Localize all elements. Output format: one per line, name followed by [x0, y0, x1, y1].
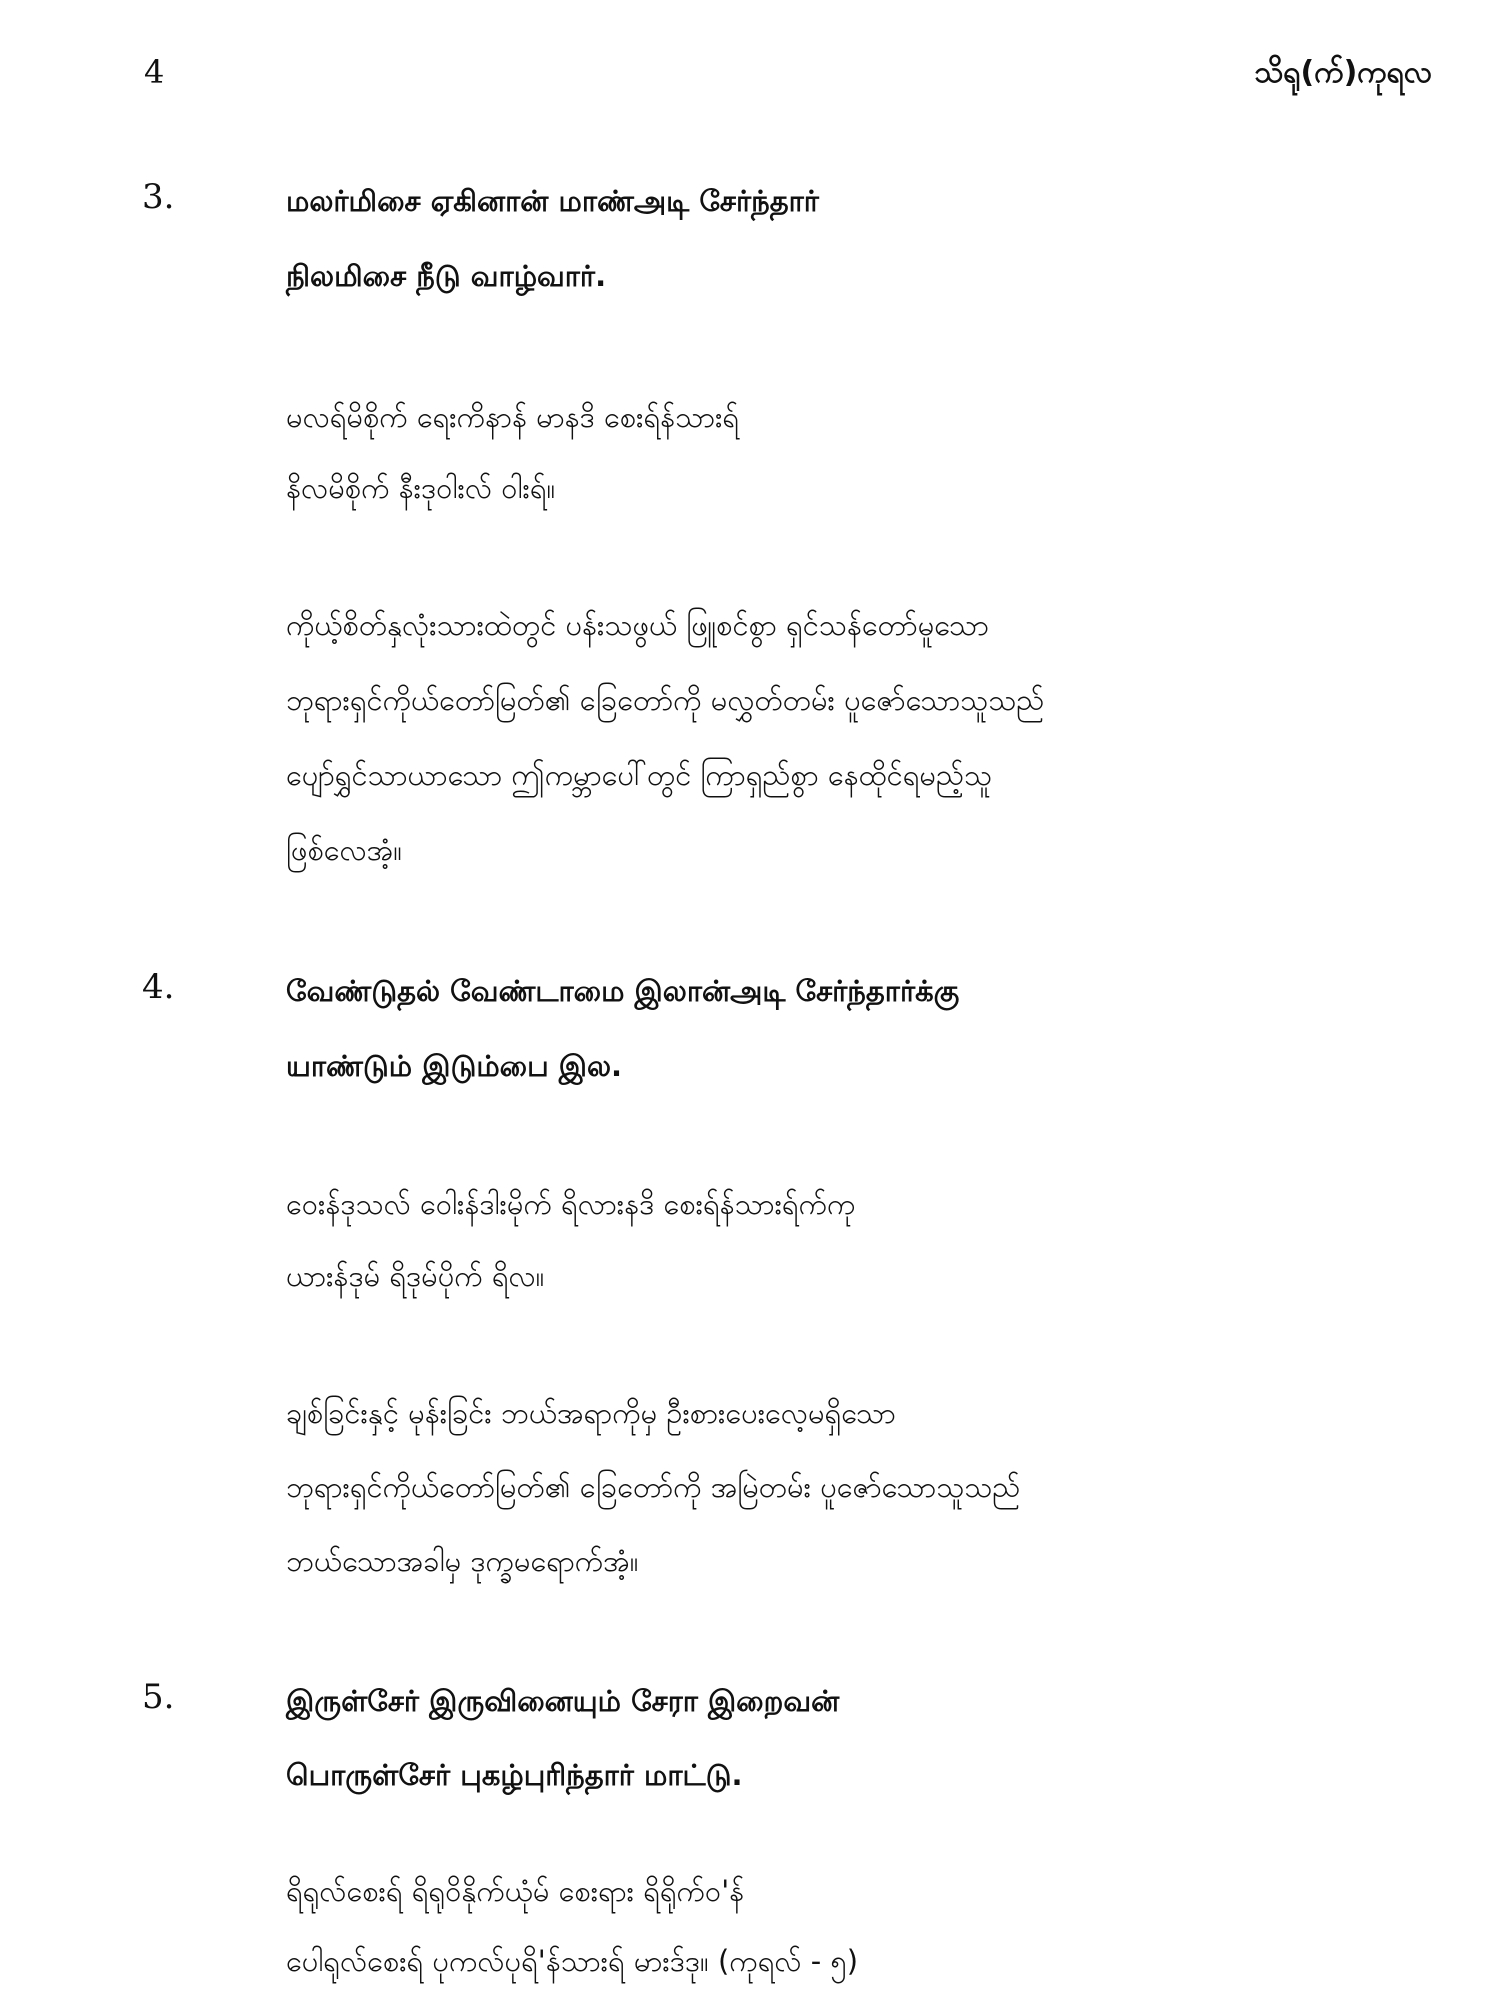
transliteration-line: နိလမိစိုက် နီးဒုဝါးလ် ဝါးရ်။ — [286, 471, 556, 505]
verse-number: 3. — [142, 177, 175, 217]
tamil-verse-line: யாண்டும் இடும்பை இல. — [286, 1049, 623, 1083]
page-header-title: သိရု(က်)ကုရလ — [1254, 55, 1432, 90]
translation-line: ပျော်ရွှင်သာယာသော ဤကမ္ဘာပေါ်တွင် ကြာရှည်စွာ နေထိုင်ရမည့်သူ — [286, 758, 993, 792]
translation-line: ချစ်ခြင်းနှင့် မုန်းခြင်း ဘယ်အရာကိုမှ ဦးစားပေးလေ့မရှိသော — [286, 1396, 896, 1430]
tamil-verse-line: வேண்டுதல் வேண்டாமை இலான்அடி சேர்ந்தார்க்கு — [286, 974, 960, 1008]
translation-line: ကိုယ့်စိတ်နှလုံးသားထဲတွင် ပန်းသဖွယ် ဖြူစင်စွာ ရှင်သန်တော်မူသော — [286, 608, 989, 642]
tamil-verse-line: பொருள்சேர் புகழ்புரிந்தார் மாட்டு. — [286, 1758, 743, 1792]
translation-line: ဘယ်သောအခါမှ ဒုက္ခမရောက်အံ့။ — [286, 1544, 639, 1578]
tamil-verse-line: நிலமிசை நீடு வாழ்வார். — [286, 259, 607, 293]
verse-number: 5. — [142, 1677, 175, 1717]
verse-number: 4. — [142, 967, 175, 1007]
tamil-verse-line: மலர்மிசை ஏகினான் மாண்அடி சேர்ந்தார் — [286, 184, 819, 218]
translation-line: ဖြစ်လေအံ့။ — [286, 833, 403, 867]
translation-line: ဘုရားရှင်ကိုယ်တော်မြတ်၏ ခြေတော်ကို မလွှတ်တမ်း ပူဇော်သောသူသည် — [286, 683, 1045, 717]
tamil-verse-line: இருள்சேர் இருவினையும் சேரா இறைவன் — [286, 1684, 840, 1718]
transliteration-line: ယားန်ဒုမ် ရိဒုမ်ပိုက် ရိလ။ — [286, 1259, 545, 1293]
transliteration-line: ဝေးန်ဒုသလ် ဝေါးန်ဒါးမိုက် ရိလားနဒိ စေးရ်န်သားရ်က်ကု — [286, 1187, 856, 1221]
translation-line: ဘုရားရှင်ကိုယ်တော်မြတ်၏ ခြေတော်ကို အမြဲတမ်း ပူဇော်သောသူသည် — [286, 1470, 1021, 1504]
page-number: 4 — [144, 53, 165, 91]
transliteration-line: ရိရုလ်စေးရ် ရိရုဝိနိုက်ယုံမ် စေးရား ရိရိုက်ဝ'န် — [286, 1874, 745, 1908]
transliteration-line: မလရ်မိစိုက် ရေးကိနာန် မာနဒိ စေးရ်န်သားရ် — [286, 400, 740, 434]
transliteration-line: ပေါရုလ်စေးရ် ပုကလ်ပုရိ'န်သားရ် မားဒ်ဒု။ (ကုရလ် - ၅) — [286, 1944, 859, 1978]
